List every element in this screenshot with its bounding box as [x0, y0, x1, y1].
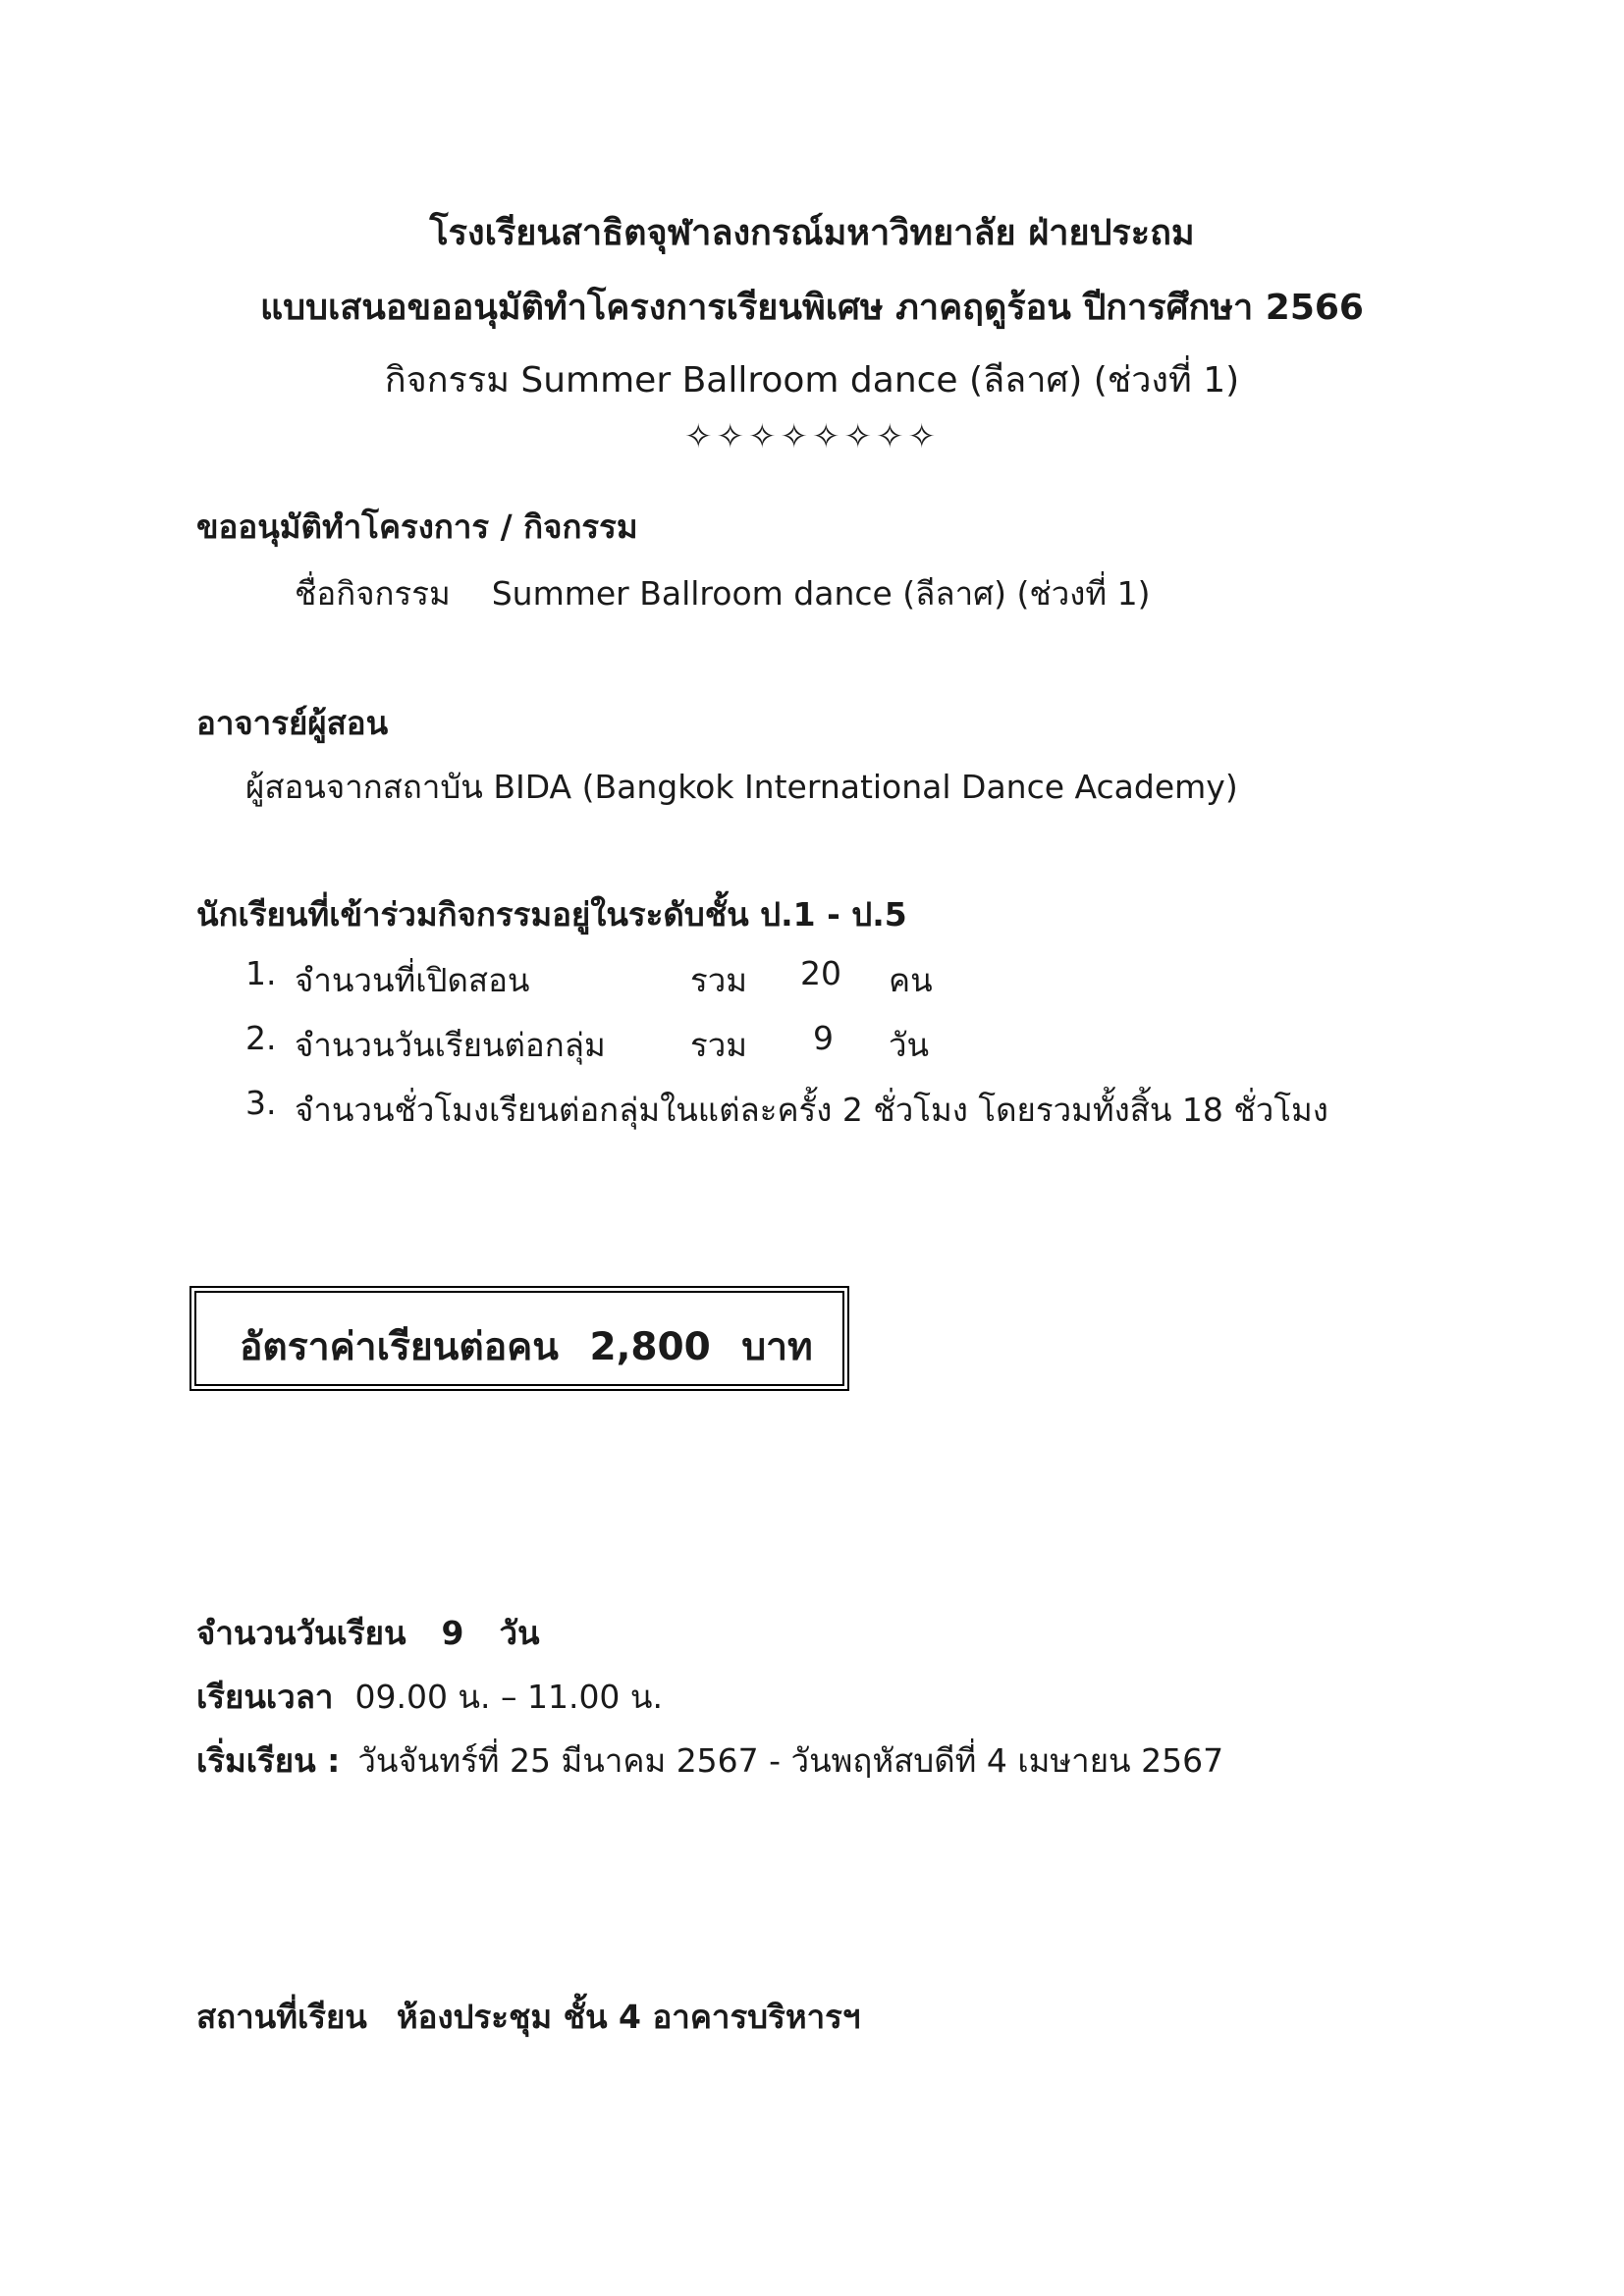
list-item-value: 9	[813, 1019, 834, 1057]
list-item	[245, 1084, 277, 1122]
study-days-unit: วัน	[499, 1614, 540, 1652]
header-line-1: โรงเรียนสาธิตจุฬาลงกรณ์มหาวิทยาลัย ฝ่ายประถม	[429, 213, 1195, 253]
study-days-row	[196, 1607, 540, 1659]
instructor-value: ผู้สอนจากสถาบัน BIDA (Bangkok International Dance Academy)	[245, 768, 1238, 806]
fee-label: อัตราค่าเรียนต่อคน	[240, 1325, 559, 1369]
list-item-total: รวม	[690, 961, 748, 999]
list-item-unit: คน	[889, 961, 933, 999]
start-date-row	[196, 1735, 1223, 1787]
fee-text	[240, 1316, 813, 1377]
list-item-number: 3.	[245, 1084, 277, 1122]
location-label: สถานที่เรียน	[196, 1998, 367, 2036]
location-value: ห้องประชุม ชั้น 4 อาคารบริหารฯ	[396, 1998, 861, 2036]
header-line-3: กิจกรรม Summer Ballroom dance (ลีลาศ) (ช่วงที่ 1)	[384, 360, 1240, 400]
study-days-value: 9	[441, 1614, 464, 1652]
list-item-label: จำนวนวันเรียนต่อกลุ่ม	[295, 1026, 606, 1064]
instructor-heading: อาจารย์ผู้สอน	[196, 704, 389, 742]
list-item	[245, 954, 295, 992]
approval-heading: ขออนุมัติทำโครงการ / กิจกรรม	[196, 507, 638, 546]
start-date-label: เริ่มเรียน :	[196, 1741, 341, 1780]
location-row	[196, 1991, 860, 2043]
activity-name-label: ชื่อกิจกรรม	[295, 574, 451, 613]
list-item-value: 20	[800, 954, 841, 992]
study-days-label: จำนวนวันเรียน	[196, 1614, 406, 1652]
fee-unit: บาท	[741, 1325, 813, 1369]
list-item-unit: วัน	[889, 1026, 930, 1064]
star-divider: ✧✧✧✧✧✧✧✧	[684, 417, 940, 456]
study-time-row	[196, 1671, 663, 1723]
start-date-value: วันจันทร์ที่ 25 มีนาคม 2567 - วันพฤหัสบดีที่ 4 เมษายน 2567	[357, 1741, 1224, 1780]
activity-name-row	[295, 567, 1151, 619]
students-heading: นักเรียนที่เข้าร่วมกิจกรรมอยู่ในระดับชั้น ป.1 - ป.5	[196, 895, 907, 934]
activity-name-value: Summer Ballroom dance (ลีลาศ) (ช่วงที่ 1)	[491, 574, 1151, 613]
study-time-value: 09.00 น. – 11.00 น.	[354, 1678, 663, 1716]
list-item-text: จำนวนชั่วโมงเรียนต่อกลุ่มในแต่ละครั้ง 2 ชั่วโมง โดยรวมทั้งสิ้น 18 ชั่วโมง	[295, 1091, 1328, 1129]
list-item-label: จำนวนที่เปิดสอน	[295, 961, 530, 999]
list-item-number: 1.	[245, 954, 277, 992]
header-line-2: แบบเสนอขออนุมัติทำโครงการเรียนพิเศษ ภาคฤดูร้อน ปีการศึกษา 2566	[260, 288, 1364, 328]
fee-amount: 2,800	[589, 1325, 711, 1369]
list-item-number: 2.	[245, 1019, 277, 1057]
study-time-label: เรียนเวลา	[196, 1678, 334, 1716]
fee-box	[189, 1286, 849, 1391]
list-item-total: รวม	[690, 1026, 748, 1064]
list-item	[245, 1019, 277, 1057]
